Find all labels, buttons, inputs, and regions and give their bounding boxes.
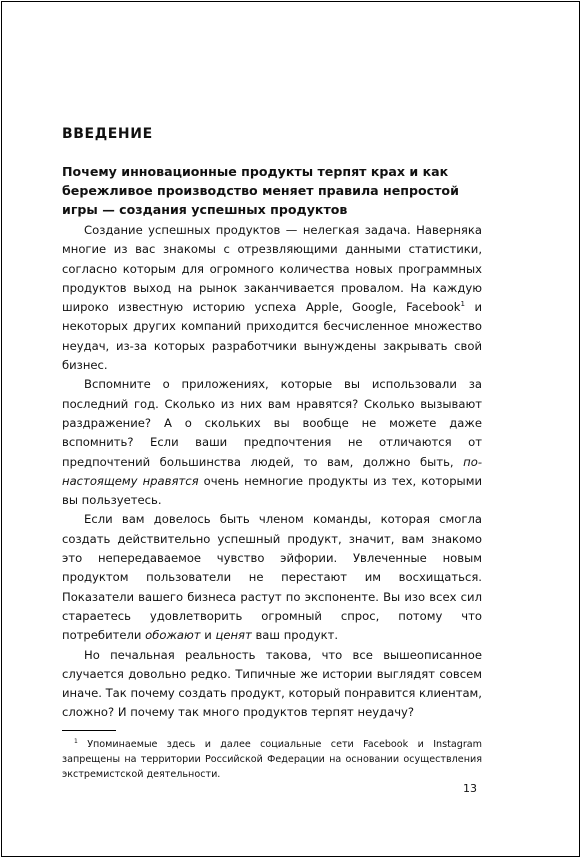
paragraph-2-emphasis: по-настоящему нравятся xyxy=(62,454,482,488)
section-subtitle: Почему инновационные продукты терпят крах и как бережливое производство меняет правила непростой игры — создания успешных продуктов xyxy=(62,164,459,217)
paragraph-3-emphasis-2: ценят xyxy=(215,628,252,643)
chapter-title: ВВЕДЕНИЕ xyxy=(62,126,153,142)
footnote-mark: 1 xyxy=(74,737,78,745)
footnote-reference: 1 xyxy=(460,300,465,309)
paragraph-4: Но печальная реальность такова, что все вышеописанное случается довольно редко. Типичные же истории выглядят совсем иначе. Так почему создать продукт, который понравится клиентам, сложно? И почему так много продуктов терпят неудачу? xyxy=(62,647,482,720)
paragraph-2 xyxy=(62,375,482,510)
paragraph-3-emphasis-1: обожают xyxy=(145,628,201,643)
book-page xyxy=(1,1,580,857)
paragraph-2-text: Вспомните о приложениях, которые вы использовали за последний год. Сколько из них вам нравятся? Сколько вызывают раздражение? А о скольких вы вообще не можете даже вспомнить? Если ваши предпочтения не отличаются от предпочтений большинства людей, то вам, должно быть, xyxy=(62,377,482,469)
paragraph-2-text-cont: очень немногие продукты из тех, которыми вы пользуетесь. xyxy=(62,473,482,508)
footnote-text: Упоминаемые здесь и далее социальные сети Facebook и Instagram запрещены на территории Российской Федерации на основании осуществления экстремистской деятельности. xyxy=(62,738,482,780)
paragraph-3-connector: и xyxy=(200,628,216,643)
footnote-divider xyxy=(62,730,116,731)
paragraph-3-text-cont: ваш продукт. xyxy=(251,628,339,643)
paragraph-3-text: Если вам довелось быть членом команды, которая смогла создать действительно успешный продукт, значит, вам знакомо это непередаваемое чувство эйфории. Увлеченные новым продуктом пользователи не перестают им восхищаться. Показатели вашего бизнеса растут по экспоненте. Вы изо всех сил стараетесь удовлетворить огромный спрос, потому что потребители xyxy=(62,512,482,643)
footnote xyxy=(62,737,482,782)
page-number: 13 xyxy=(463,782,477,795)
page-content xyxy=(62,126,482,782)
paragraph-1-text: Создание успешных продуктов — нелегкая задача. Наверняка многие из вас знакомы с отрезвляющими данными статистики, согласно которым для огромного количества новых программных продуктов выход на рынок заканчивается провалом. На каждую широко известную историю успеха Apple, Google, Facebook xyxy=(62,223,482,315)
paragraph-1-text-cont: и некоторых других компаний приходится бесчисленное множество неудач, из-за которых разработчики вынуждены закрывать свой бизнес. xyxy=(62,300,482,373)
paragraph-3 xyxy=(62,510,482,645)
paragraph-1 xyxy=(62,221,482,375)
